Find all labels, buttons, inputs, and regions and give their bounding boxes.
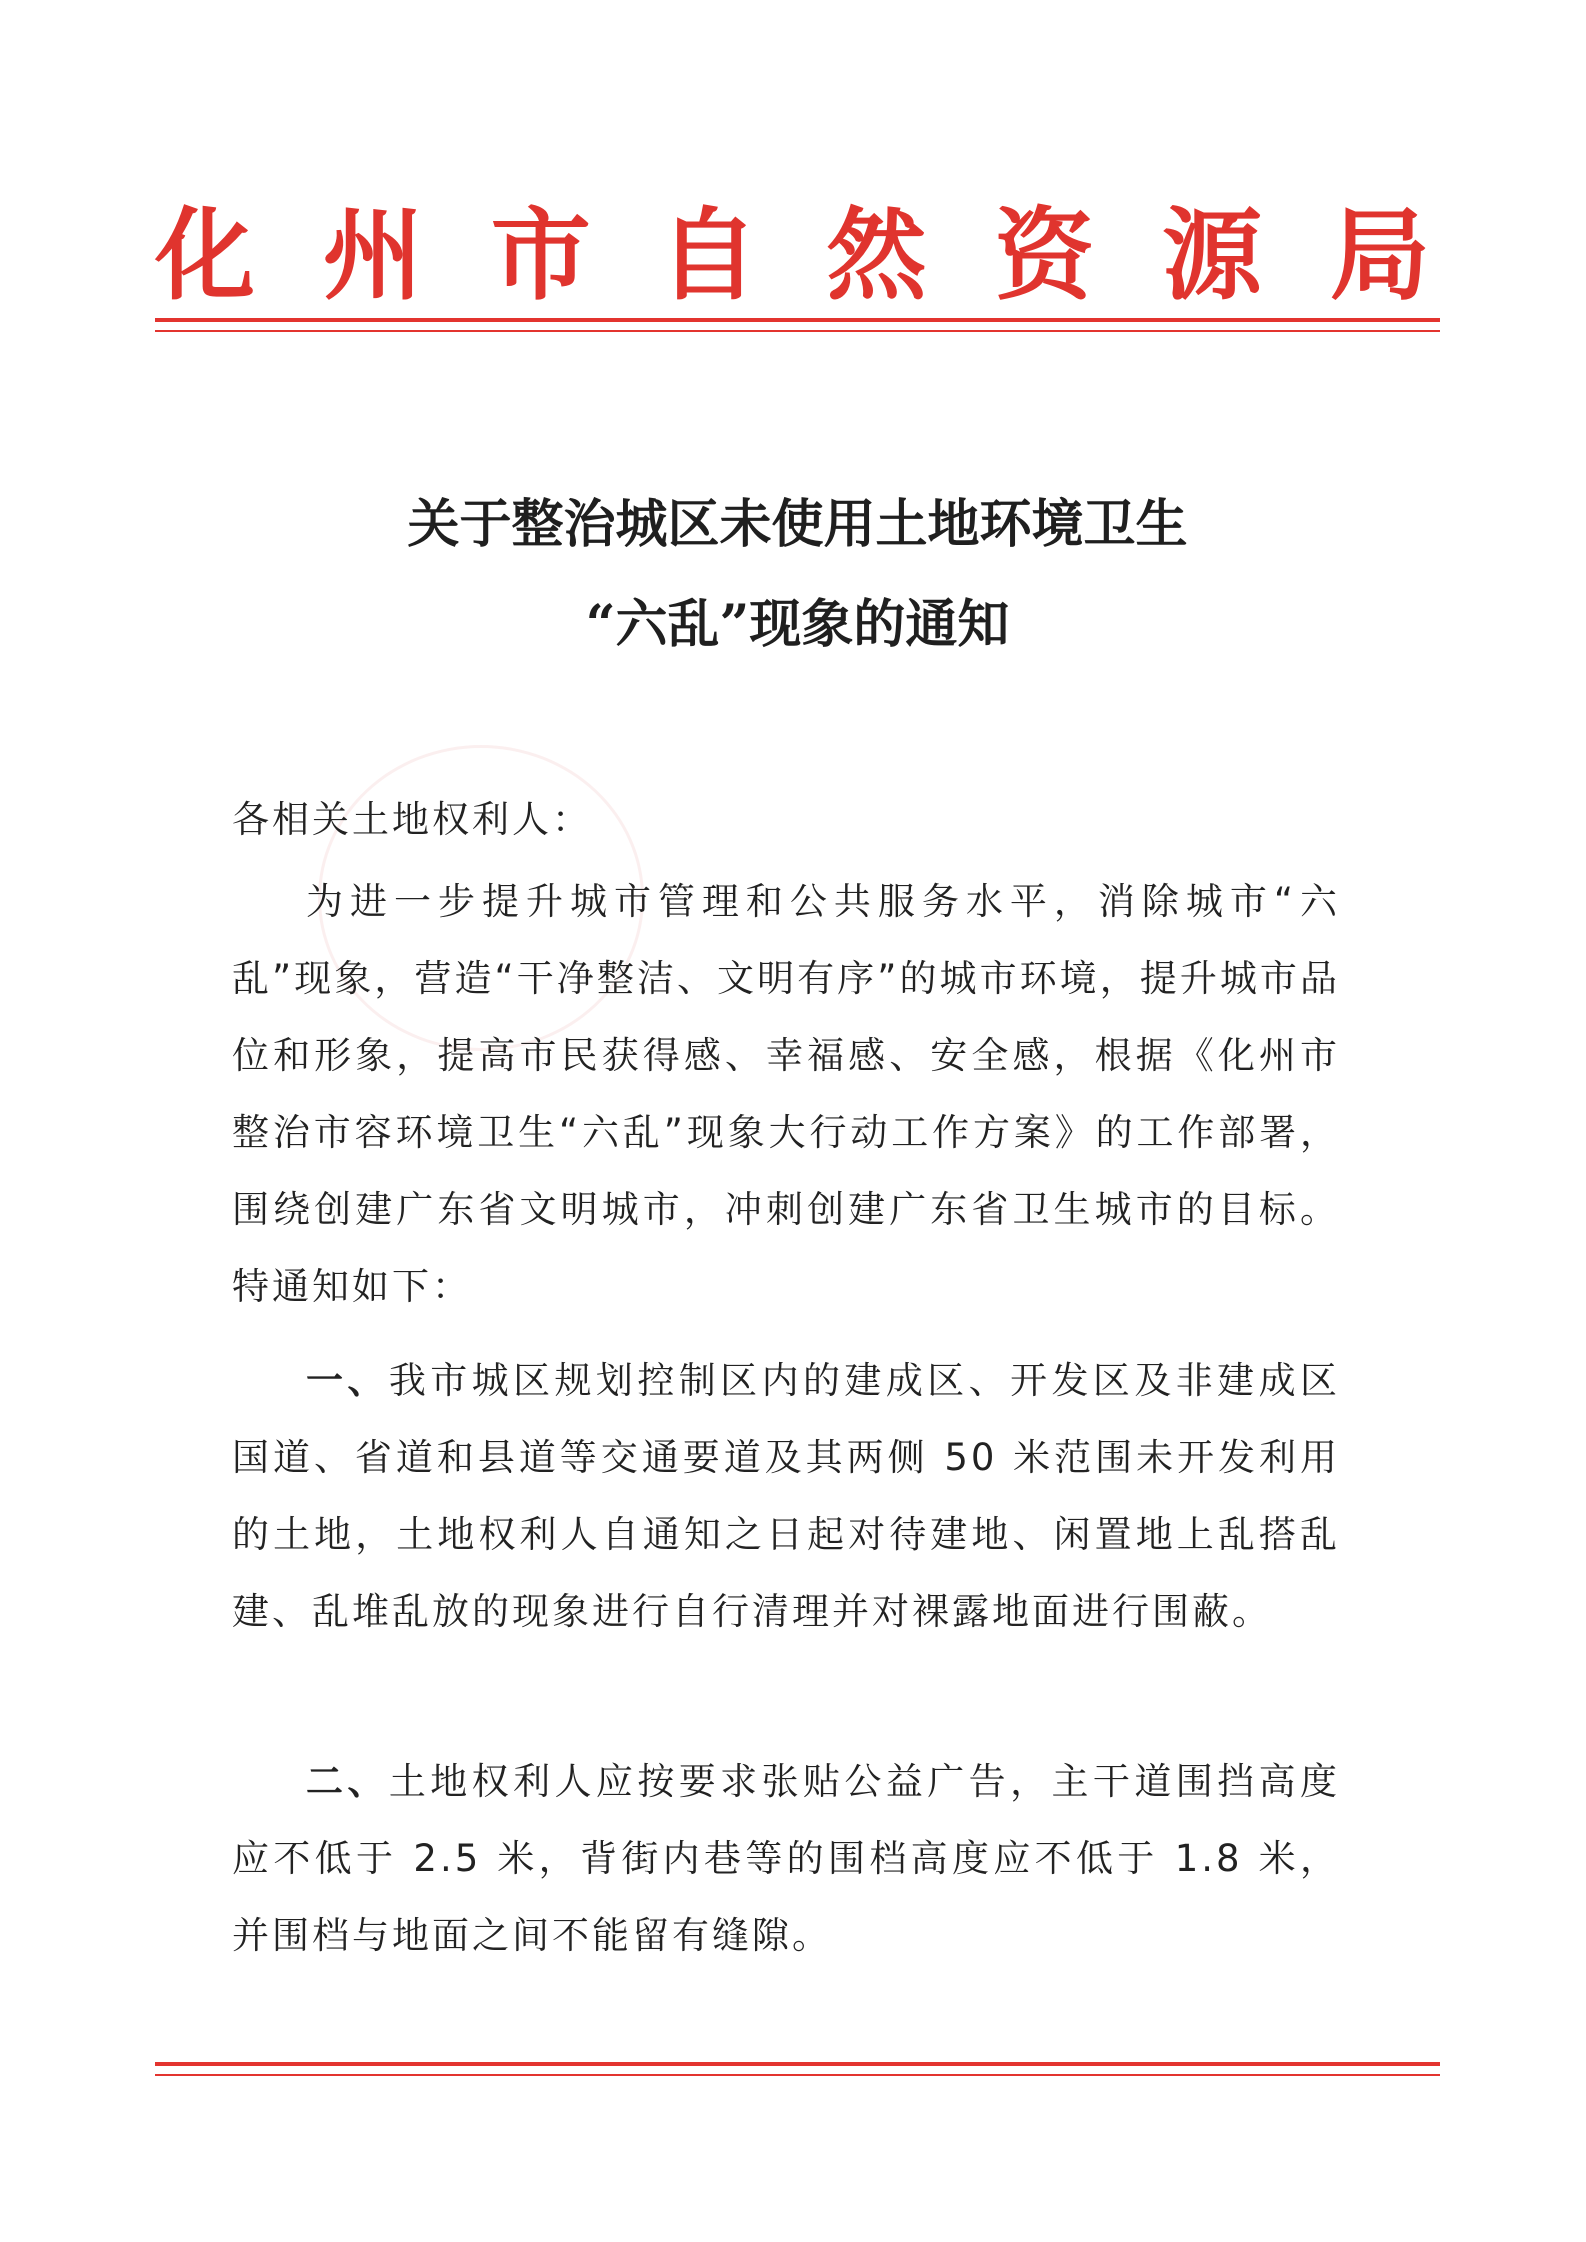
paragraph-item-2 [232,1743,1340,1974]
letterhead-rule-thin [155,330,1440,332]
paragraph-intro [232,863,1340,1325]
letterhead-rule-thick [155,318,1440,322]
letterhead-char: 自 [658,196,759,314]
paragraph-text: 土地权利人应按要求张贴公益广告，主干道围挡高度应不低于 2.5 米，背街内巷等的围档高度应不低于 1.8 米，并围档与地面之间不能留有缝隙。 [232,1760,1341,1957]
salutation: 各相关土地权利人： [232,798,592,841]
letterhead-char: 然 [826,196,927,314]
document-title-line-1: 关于整治城区未使用土地环境卫生 [407,494,1188,555]
letterhead-char: 资 [994,196,1095,314]
paragraph-text: 为进一步提升城市管理和公共服务水平，消除城市“六乱”现象，营造“干净整洁、文明有序”的城市环境，提升城市品位和形象，提高市民获得感、幸福感、安全感，根据《化州市整治市容环境卫生“六乱”现象大行动工作方案》的工作部署，围绕创建广东省文明城市，冲刺创建广东省卫生城市的目标。特通知如下： [232,880,1340,1308]
letterhead-title [155,190,1430,320]
letterhead-char: 源 [1162,196,1263,314]
footer-rule-thin [155,2074,1440,2076]
footer-rule-thick [155,2062,1440,2066]
paragraph-item-1 [232,1342,1340,1650]
letterhead-char: 市 [490,196,591,314]
letterhead-char: 州 [322,196,423,314]
paragraph-text: 我市城区规划控制区内的建成区、开发区及非建成区国道、省道和县道等交通要道及其两侧 50 米范围未开发利用的土地，土地权利人自通知之日起对待建地、闲置地上乱搭乱建、乱堆乱放的现象进行自行清理并对裸露地面进行围蔽。 [232,1359,1341,1633]
document-title-line-2: “六乱”现象的通知 [585,594,1010,655]
item-number: 二、 [306,1760,389,1803]
letterhead-char: 局 [1329,196,1430,314]
item-number: 一、 [306,1359,389,1402]
letterhead-char: 化 [155,196,255,314]
